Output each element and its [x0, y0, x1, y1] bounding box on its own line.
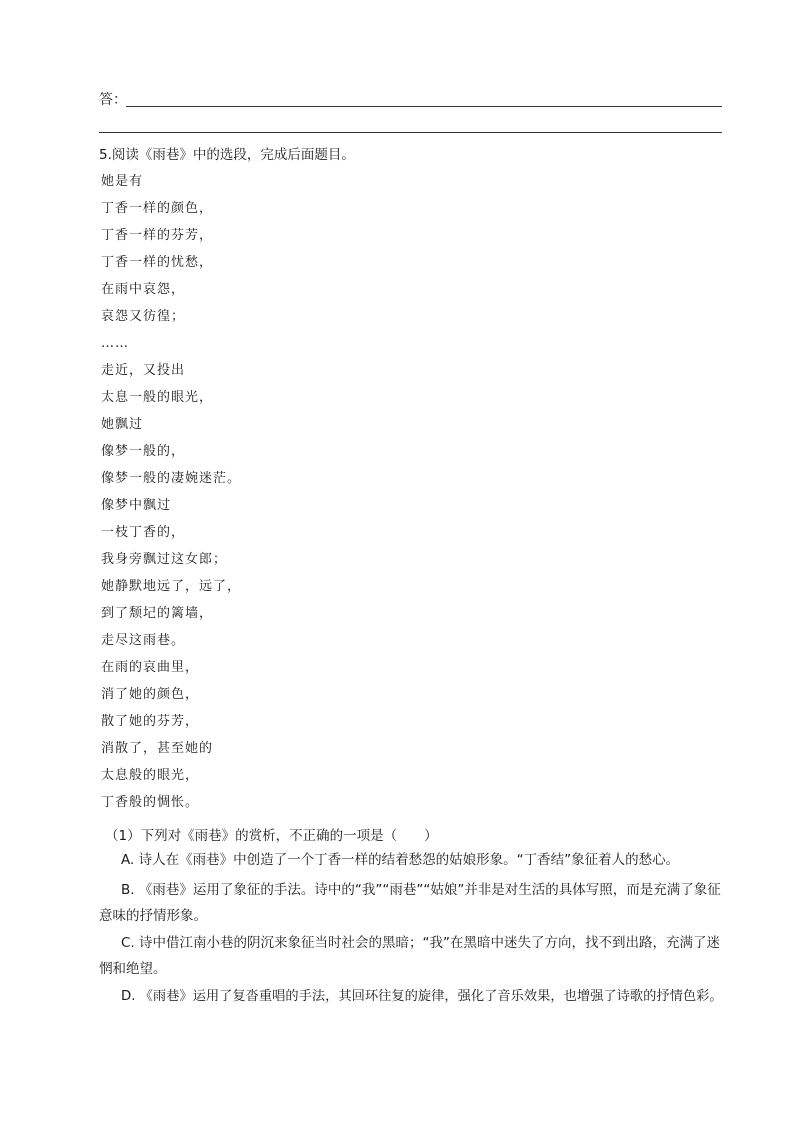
poem-line: ……	[101, 336, 129, 351]
option-c-text: C. 诗中借江南小巷的阴沉来象征当时社会的黑暗；“我”在黑暗中迷失了方向，找不到出路，充满了迷惘和绝望。	[99, 935, 720, 977]
poem-line: 丁香一样的颜色，	[101, 201, 214, 216]
option-c[interactable]	[99, 930, 723, 982]
option-b-text: B. 《雨巷》运用了象征的手法。诗中的“我”“雨巷”“姑娘”并非是对生活的具体写照，而是充满了象征意味的抒情形象。	[99, 882, 721, 924]
sub-question-1: （1）下列对《雨巷》的赏析，不正确的一项是（ ）	[105, 828, 438, 844]
answer-row	[99, 90, 722, 110]
poem-line: 她静默地远了，远了，	[101, 579, 242, 594]
option-b[interactable]	[99, 877, 723, 929]
poem-line: 太息般的眼光，	[101, 768, 200, 783]
poem-line: 走尽这雨巷。	[101, 633, 186, 648]
poem-line: 在雨的哀曲里，	[101, 660, 200, 675]
poem-line: 像梦一般的凄婉迷茫。	[101, 471, 242, 486]
answer-blank-line-2[interactable]	[99, 132, 722, 133]
poem-line: 消了她的颜色，	[101, 687, 200, 702]
poem-line: 像梦一般的，	[101, 444, 186, 459]
poem-line: 丁香一样的芬芳，	[101, 228, 214, 243]
poem-line: 哀怨又彷徨；	[101, 309, 186, 324]
poem-line: 像梦中飘过	[101, 498, 172, 513]
poem-line: 我身旁飘过这女郎；	[101, 552, 228, 567]
option-a-text: A. 诗人在《雨巷》中创造了一个丁香一样的结着愁怨的姑娘形象。“丁香结”象征着人的愁心。	[121, 852, 680, 868]
poem-line: 到了颓圮的篱墙，	[101, 606, 214, 621]
poem-line: 太息一般的眼光，	[101, 390, 214, 405]
poem-excerpt	[101, 172, 241, 820]
answer-label: 答：	[99, 92, 127, 108]
option-d[interactable]	[99, 984, 723, 1010]
poem-line: 走近，又投出	[101, 363, 186, 378]
option-a[interactable]	[99, 847, 723, 873]
poem-line: 她是有	[101, 174, 144, 189]
question-title: 5.阅读《雨巷》中的选段，完成后面题目。	[99, 147, 355, 163]
poem-line: 丁香般的惆怅。	[101, 795, 200, 810]
poem-line: 一枝丁香的，	[101, 525, 186, 540]
poem-line: 她飘过	[101, 417, 144, 432]
poem-line: 散了她的芬芳，	[101, 714, 200, 729]
poem-line: 在雨中哀怨，	[101, 282, 186, 297]
poem-line: 丁香一样的忧愁，	[101, 255, 214, 270]
poem-line: 消散了，甚至她的	[101, 741, 214, 756]
answer-blank-line[interactable]	[126, 106, 722, 107]
option-d-text: D. 《雨巷》运用了复沓重唱的手法，其回环往复的旋律，强化了音乐效果，也增强了诗歌的抒情色彩。	[121, 989, 723, 1004]
